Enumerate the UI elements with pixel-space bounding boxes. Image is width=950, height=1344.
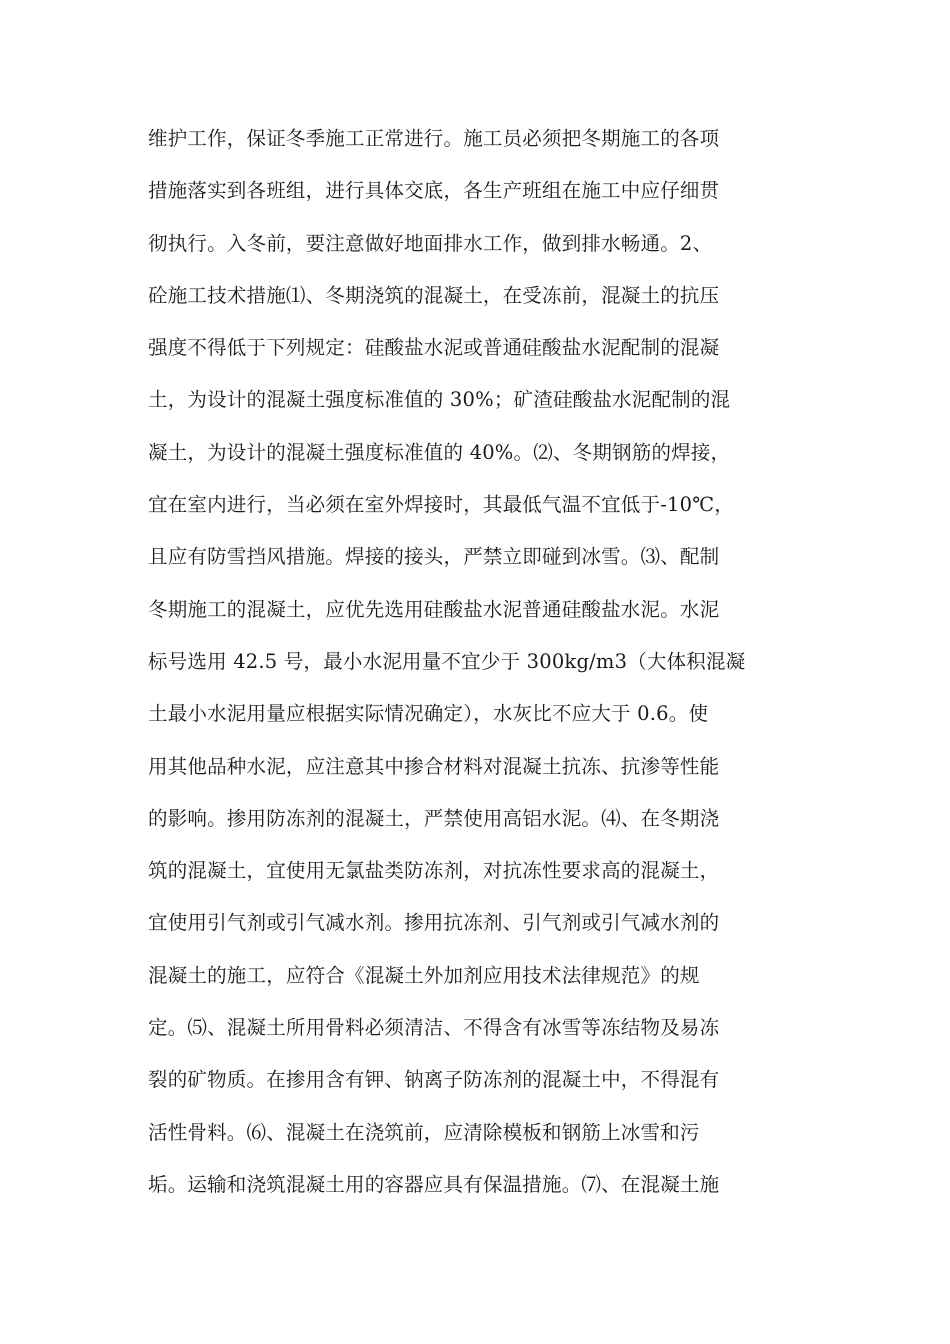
text-line: 砼施工技术措施⑴、冬期浇筑的混凝土，在受冻前，混凝土的抗压 (148, 283, 720, 307)
text-line: 冬期施工的混凝土，应优先选用硅酸盐水泥普通硅酸盐水泥。水泥 (148, 597, 720, 621)
text-line: 强度不得低于下列规定：硅酸盐水泥或普通硅酸盐水泥配制的混凝 (148, 336, 720, 360)
text-line: 宜在室内进行，当必须在室外焊接时，其最低气温不宜低于-10℃， (148, 493, 734, 517)
body-text (148, 113, 808, 1211)
text-line: 筑的混凝土，宜使用无氯盐类防冻剂，对抗冻性要求高的混凝土， (148, 859, 720, 883)
text-line: 维护工作，保证冬季施工正常进行。施工员必须把冬期施工的各项 (148, 127, 720, 150)
text-line: 用其他品种水泥，应注意其中掺合材料对混凝土抗冻、抗渗等性能 (148, 754, 720, 778)
text-line: 凝土，为设计的混凝土强度标准值的 40%。⑵、冬期钢筋的焊接， (148, 440, 731, 464)
text-line: 的影响。掺用防冻剂的混凝土，严禁使用高铝水泥。⑷、在冬期浇 (148, 806, 720, 830)
text-line: 定。⑸、混凝土所用骨料必须清洁、不得含有冰雪等冻结物及易冻 (148, 1016, 720, 1040)
text-line: 措施落实到各班组，进行具体交底，各生产班组在施工中应仔细贯 (148, 179, 720, 203)
text-line: 活性骨料。⑹、混凝土在浇筑前，应清除模板和钢筋上冰雪和污 (148, 1120, 700, 1144)
text-line: 且应有防雪挡风措施。焊接的接头，严禁立即碰到冰雪。⑶、配制 (148, 545, 720, 569)
text-line: 彻执行。入冬前，要注意做好地面排水工作，做到排水畅通。2、 (148, 231, 713, 255)
text-line: 垢。运输和浇筑混凝土用的容器应具有保温措施。⑺、在混凝土施 (148, 1172, 720, 1196)
text-line: 土最小水泥用量应根据实际情况确定），水灰比不应大于 0.6。使 (148, 702, 709, 726)
text-line: 宜使用引气剂或引气减水剂。掺用抗冻剂、引气剂或引气减水剂的 (148, 911, 720, 935)
text-line: 裂的矿物质。在掺用含有钾、钠离子防冻剂的混凝土中，不得混有 (148, 1068, 720, 1092)
text-line: 土，为设计的混凝土强度标准值的 30%；矿渣硅酸盐水泥配制的混 (148, 388, 731, 412)
text-line: 标号选用 42.5 号，最小水泥用量不宜少于 300kg/m3（大体积混凝 (148, 649, 746, 673)
text-line: 混凝土的施工，应符合《混凝土外加剂应用技术法律规范》的规 (148, 963, 700, 987)
